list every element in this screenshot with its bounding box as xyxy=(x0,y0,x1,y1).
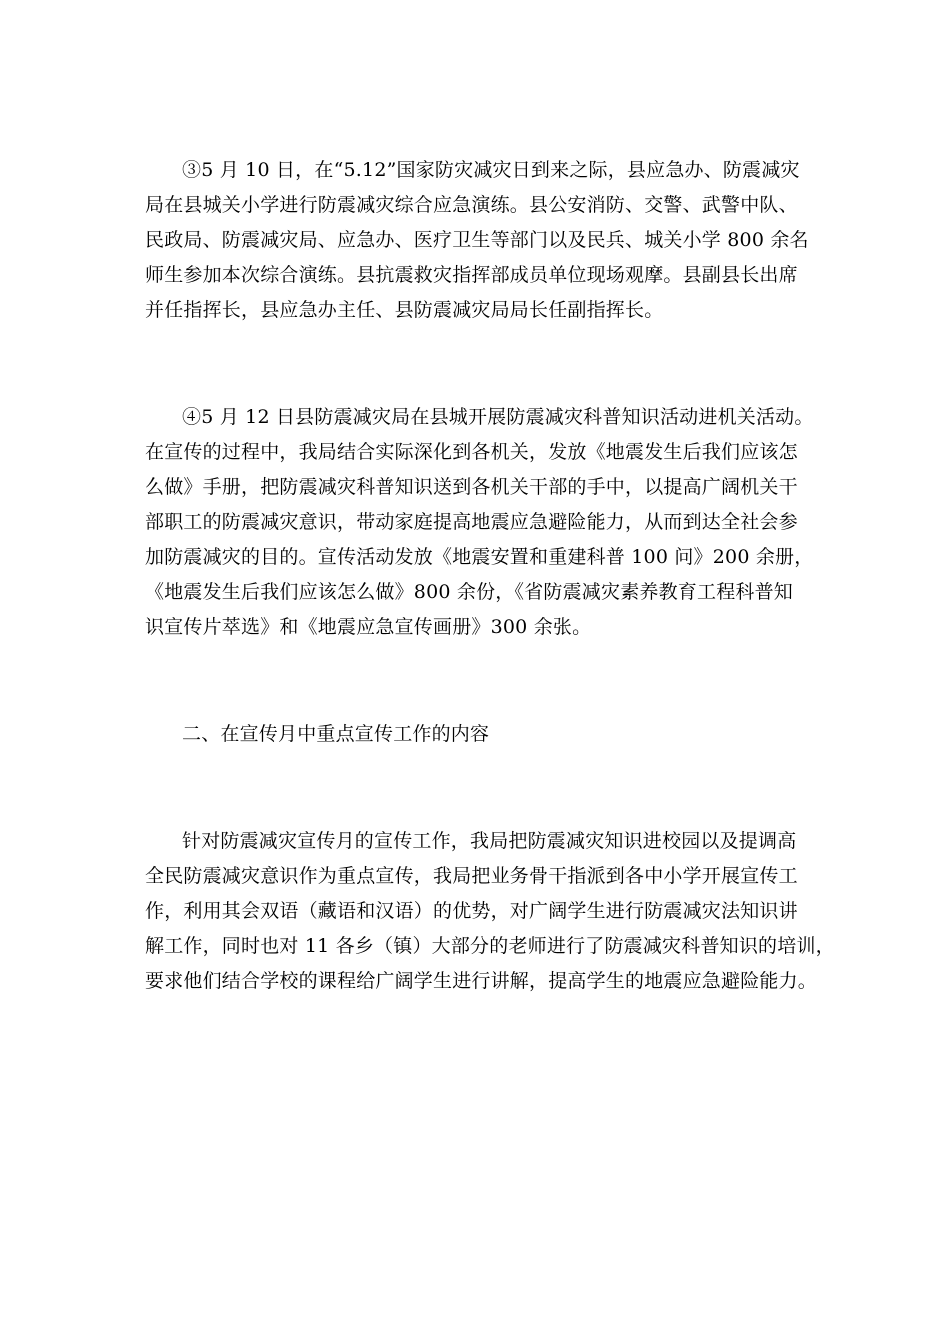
paragraph-line: 师生参加本次综合演练。县抗震救灾指挥部成员单位现场观摩。县副县长出席 xyxy=(145,264,798,286)
paragraph-line: 部职工的防震减灾意识，带动家庭提高地震应急避险能力，从而到达全社会参 xyxy=(145,511,798,533)
paragraph-line: 作，利用其会双语（藏语和汉语）的优势，对广阔学生进行防震减灾法知识讲 xyxy=(145,900,798,922)
paragraph-line: ④5 月 12 日县防震减灾局在县城开展防震减灾科普知识活动进机关活动。 xyxy=(182,406,814,428)
paragraph-line: 解工作，同时也对 11 各乡（镇）大部分的老师进行了防震减灾科普知识的培训， xyxy=(145,935,835,957)
paragraph-line: 在宣传的过程中，我局结合实际深化到各机关，发放《地震发生后我们应该怎 xyxy=(145,441,798,463)
paragraph-line: ③5 月 10 日，在“5.12”国家防灾减灾日到来之际，县应急办、防震减灾 xyxy=(182,159,800,181)
paragraph-line: 么做》手册，把防震减灾科普知识送到各机关干部的手中，以提高广阔机关干 xyxy=(145,476,798,498)
paragraph-line: 《地震发生后我们应该怎么做》800 余份，《省防震减灾素养教育工程科普知 xyxy=(145,581,794,603)
paragraph-line: 加防震减灾的目的。宣传活动发放《地震安置和重建科普 100 问》200 余册， xyxy=(145,546,814,568)
paragraph-line: 局在县城关小学进行防震减灾综合应急演练。县公安消防、交警、武警中队、 xyxy=(145,194,798,216)
paragraph-line: 针对防震减灾宣传月的宣传工作，我局把防震减灾知识进校园以及提调高 xyxy=(182,830,797,852)
section-heading: 二、在宣传月中重点宣传工作的内容 xyxy=(182,723,490,745)
paragraph-line: 识宣传片萃选》和《地震应急宣传画册》300 余张。 xyxy=(145,616,592,638)
paragraph-line: 民政局、防震减灾局、应急办、医疗卫生等部门以及民兵、城关小学 800 余名 xyxy=(145,229,809,251)
paragraph-line: 并任指挥长，县应急办主任、县防震减灾局局长任副指挥长。 xyxy=(145,299,664,321)
paragraph-line: 要求他们结合学校的课程给广阔学生进行讲解，提高学生的地震应急避险能力。 xyxy=(145,970,818,992)
paragraph-line: 全民防震减灾意识作为重点宣传，我局把业务骨干指派到各中小学开展宣传工 xyxy=(145,865,798,887)
